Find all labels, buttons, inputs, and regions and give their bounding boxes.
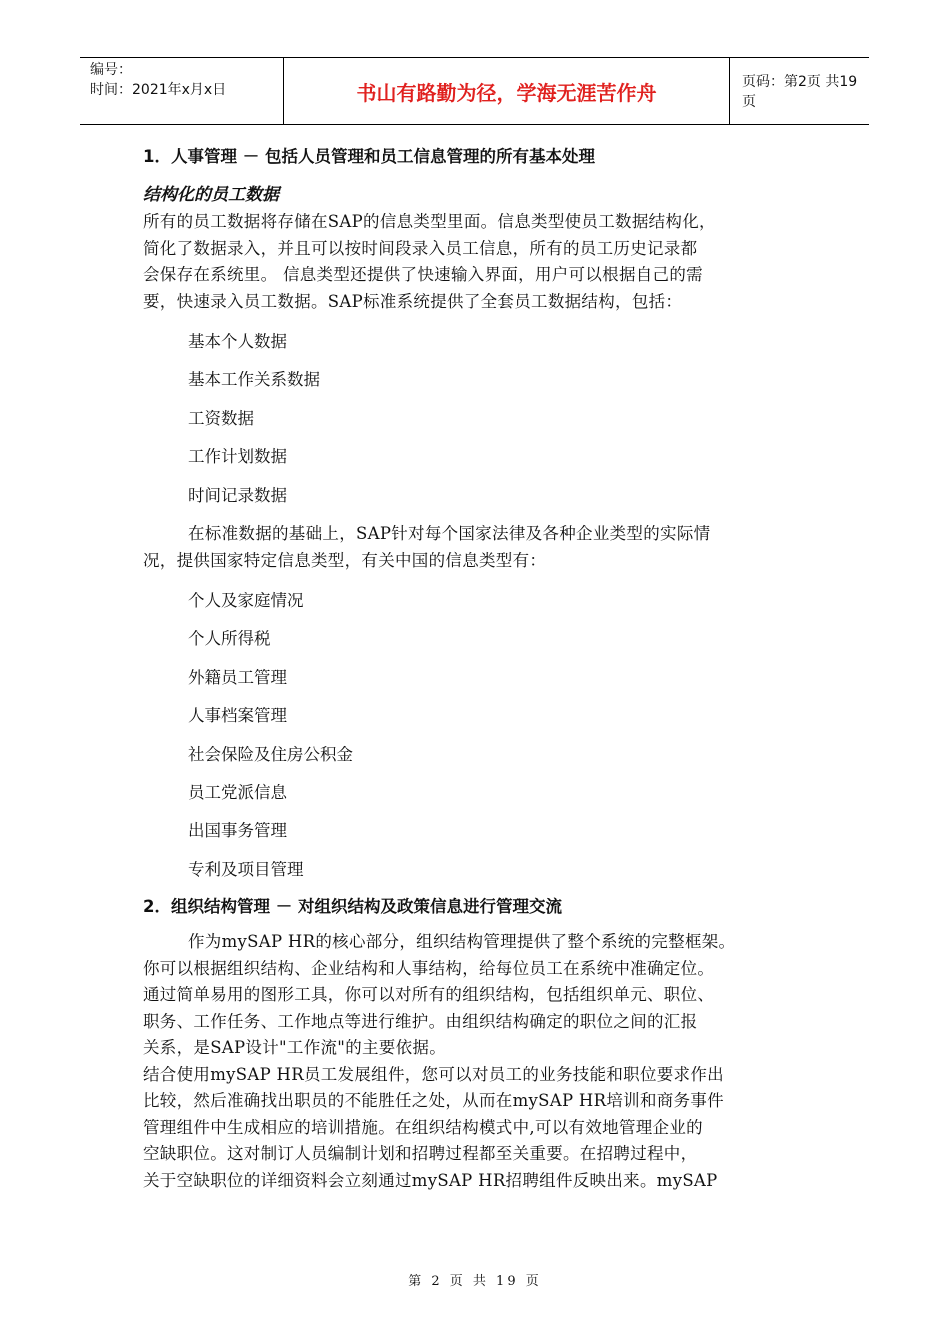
page-header (80, 57, 869, 125)
list-item: 工资数据 (188, 408, 254, 428)
list-item: 出国事务管理 (188, 821, 287, 841)
header-page-info: 页码：第2页 共19页 (742, 74, 858, 110)
section1-paragraph-2: 在标准数据的基础上，SAP针对每个国家法律及各种企业类型的实际情 况，提供国家特定信息类型，有关中国的信息类型有： (143, 524, 711, 570)
list-item: 专利及项目管理 (188, 859, 304, 879)
list-item: 基本工作关系数据 (188, 370, 320, 390)
china-infotype-list (143, 582, 813, 889)
list-item: 个人所得税 (188, 629, 271, 649)
list-item: 工作计划数据 (188, 447, 287, 467)
list-item: 社会保险及住房公积金 (188, 744, 353, 764)
list-item: 时间记录数据 (188, 485, 287, 505)
list-item: 个人及家庭情况 (188, 591, 304, 611)
number-label: 编号： (90, 62, 132, 78)
section1-heading: 1．人事管理 － 包括人员管理和员工信息管理的所有基本处理 (143, 147, 595, 166)
section1-subheading: 结构化的员工数据 (143, 185, 279, 205)
list-item: 外籍员工管理 (188, 667, 287, 687)
header-meta (80, 58, 283, 124)
document-body (143, 145, 813, 1194)
list-item: 人事档案管理 (188, 706, 287, 726)
list-item: 员工党派信息 (188, 783, 287, 803)
list-item: 基本个人数据 (188, 332, 287, 351)
header-motto: 书山有路勤为径，学海无涯苦作舟 (283, 58, 730, 124)
time-label: 时间：2021年x月x日 (90, 82, 227, 98)
section1-paragraph-1: 所有的员工数据将存储在SAP的信息类型里面。信息类型使员工数据结构化， 简化了数据录入，并且可以按时间段录入员工信息，所有的员工历史记录都 会保存在系统里。 信息类型还提供了快速输入界面，用户可以根据自己的需 要，快速录入员工数据。SAP标准系统提供了全套员工数据结构，包括： (143, 212, 716, 311)
section2-paragraph-2: 结合使用mySAP HR员工发展组件，您可以对员工的业务技能和职位要求作出 比较，然后准确找出职员的不能胜任之处，从而在mySAP HR培训和商务事件 管理组件中生成相应的培训措施。在组织结构模式中,可以有效地管理企业的 空缺职位。这对制订人员编制计划和招聘过程都至关重要。在招聘过程中， 关于空缺职位的详细资料会立刻通过mySAP HR招聘组件反映出来。mySAP (143, 1064, 724, 1190)
section2-paragraph-1: 作为mySAP HR的核心部分，组织结构管理提供了整个系统的完整框架。 你可以根据组织结构、企业结构和人事结构，给每位员工在系统中准确定位。 通过简单易用的图形工具，你可以对所有的组织结构，包括组织单元、职位、 职务、工作任务、工作地点等进行维护。由组织结构确定的职位之间的汇报 关系，是SAP设计"工作流"的主要依据。 (143, 932, 736, 1058)
employee-data-list (143, 323, 813, 515)
section2-heading: 2．组织结构管理 － 对组织结构及政策信息进行管理交流 (143, 897, 562, 917)
page-footer: 第 2 页 共 19 页 (408, 1274, 542, 1289)
